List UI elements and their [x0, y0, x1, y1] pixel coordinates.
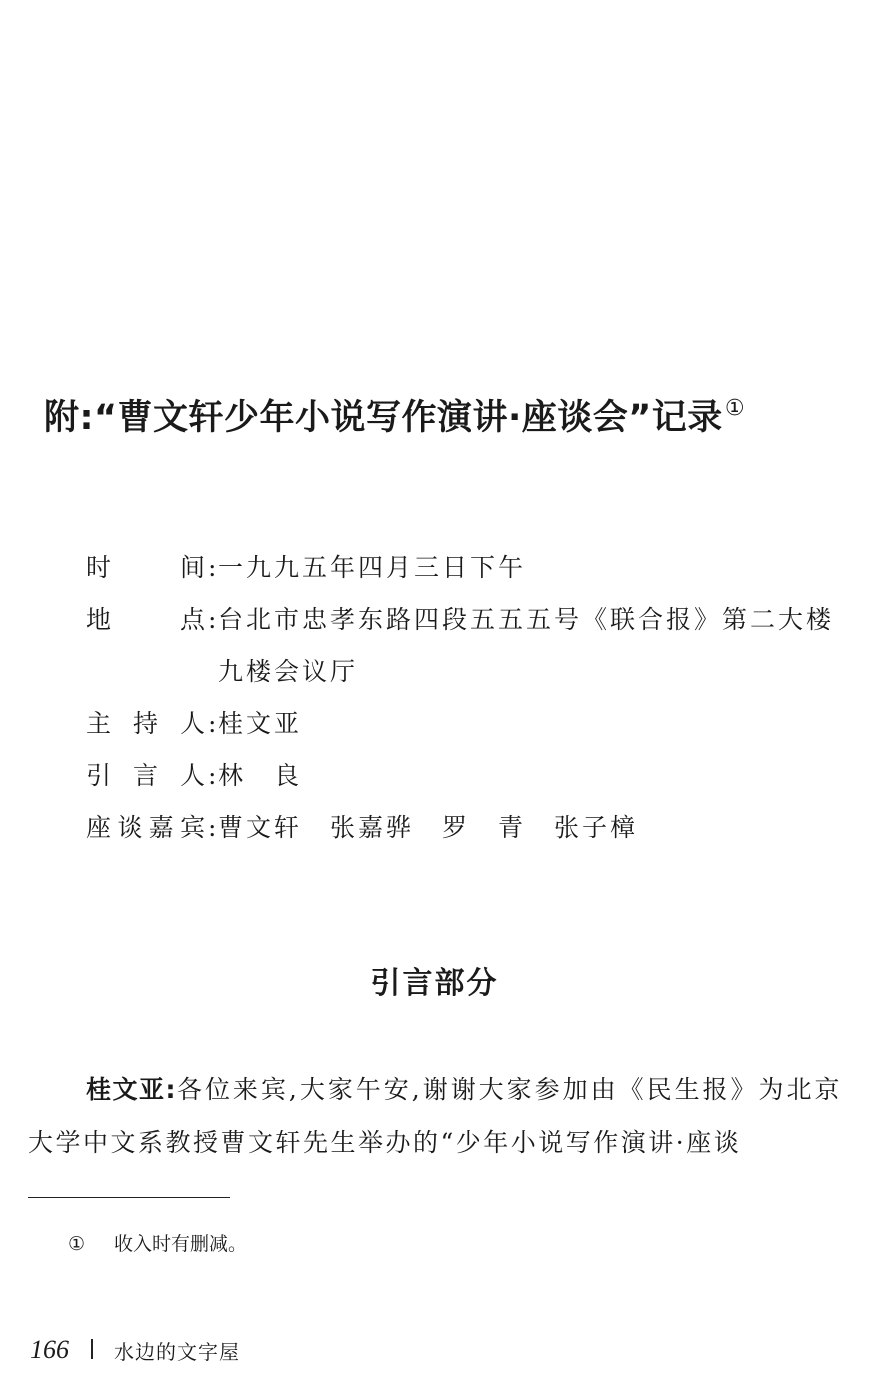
body-paragraph [28, 1063, 842, 1169]
paragraph-text: 各位来宾,大家午安,谢谢大家参加由《民生报》为北京大学中文系教授曹文轩先生举办的“少年小说写作演讲·座谈 [28, 1075, 843, 1157]
info-row-host [86, 698, 848, 750]
guests-label: 座 谈 嘉 宾 [86, 813, 208, 842]
title-text: 附:“曹文轩少年小说写作演讲·座谈会”记录 [44, 398, 723, 438]
info-row-guests [86, 802, 848, 854]
page-title [44, 386, 864, 441]
label-colon: : [208, 553, 220, 582]
label-colon: : [208, 813, 220, 842]
meeting-info [86, 542, 848, 854]
footnote-text: 收入时有删减。 [114, 1233, 248, 1255]
intro-label: 引 言 人 [86, 761, 208, 790]
footnote-mark: ① [68, 1233, 86, 1255]
running-head: 水边的文字屋 [114, 1340, 240, 1364]
host-value: 桂文亚 [218, 709, 303, 738]
host-label: 主 持 人 [86, 709, 208, 738]
label-colon: : [208, 709, 220, 738]
label-colon: : [208, 605, 220, 634]
place-value: 台北市忠孝东路四段五五五号《联合报》第二大楼九楼会议厅 [218, 605, 835, 686]
footer-separator [91, 1339, 93, 1359]
time-label: 时 间 [86, 553, 208, 582]
info-row-time [86, 542, 848, 594]
footnote [68, 1230, 247, 1258]
guests-value: 曹文轩 张嘉骅 罗 青 张子樟 [218, 813, 639, 842]
speaker-name: 桂文亚: [86, 1075, 177, 1104]
page-number: 166 [30, 1335, 69, 1364]
info-row-intro [86, 750, 848, 802]
footnote-reference: ① [724, 396, 746, 421]
intro-value: 林 良 [218, 761, 303, 790]
footnote-divider [28, 1197, 230, 1198]
place-label: 地 点 [86, 605, 208, 634]
time-value: 一九九五年四月三日下午 [218, 553, 527, 582]
section-heading: 引言部分 [370, 966, 499, 1001]
label-colon: : [208, 761, 220, 790]
info-row-place [86, 594, 848, 698]
